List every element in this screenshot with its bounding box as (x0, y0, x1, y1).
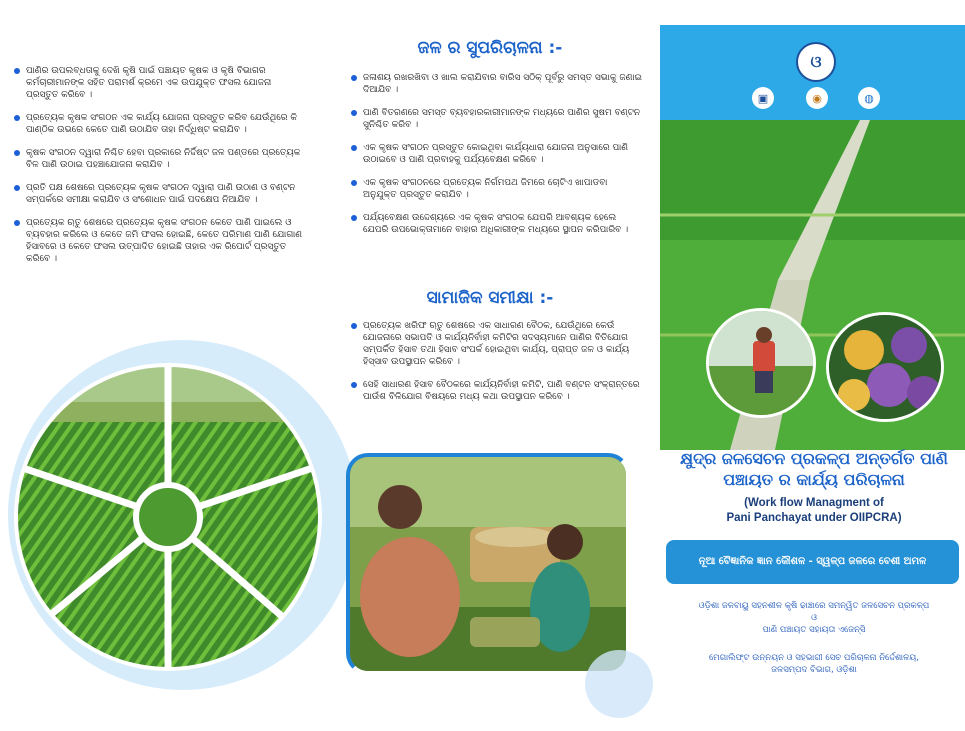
bullet-dot (351, 382, 357, 388)
list-item: ପାଣିର ଉପଲବ୍ଧତାକୁ ଦେଖି କୃଷି ପାଇଁ ପଞ୍ଚାୟତ କୃଷକ ଓ କୃଷି ବିଭାଗର କର୍ମଚାରୀମାନଙ୍କ ସହିତ ପରାମର୍ଶ କ୍ରମେ ଏକ ଉପଯୁକ୍ତ ଫସଲ ଯୋଜନା ପ୍ରସ୍ତୁତ କରିବେ । (6, 65, 306, 101)
org-line: ଜଳସମ୍ପଦ ବିଭାଗ, ଓଡ଼ିଶା (771, 665, 857, 675)
title-en-line2: Pani Panchayat under OIIPCRA) (726, 512, 902, 524)
bullet-dot (351, 75, 357, 81)
water-management-list (343, 72, 643, 247)
brochure-title-english (668, 496, 960, 526)
org-line: ପାଣି ପଞ୍ଚାୟତ ସହାୟତା ଏଜେନ୍ସି (762, 625, 866, 635)
list-item: କୃଷକ ସଂଗଠନ ଦ୍ୱାରା ନିଶ୍ଚିତ ହେବା ପ୍ରକାରେ ନିର୍ଦ୍ଦିଷ୍ଟ ଜଳ ପଣ୍ଡରେ ପ୍ରତ୍ୟେକ ବିଳ ପାଣି ଉଠାଇ ପହଞ୍ଚାଯୋଜନା କରାଯିବ । (6, 147, 306, 171)
org-line: ଓ (811, 613, 817, 623)
odisha-emblem-icon: ଓ (796, 42, 836, 82)
heading-water-management: ଜଳ ର ସୁପରିଚାଳନା :- (417, 38, 563, 58)
women-photo-illustration (350, 457, 630, 675)
project-logo-icon: ▣ (752, 87, 774, 109)
list-item: ଜଳାଶୟ ରଖରଖିବା ଓ ଖାଲ କରାଯିବାର ବାରିସ ସଠିକ୍ ପୂର୍ବରୁ ସମସ୍ତ ସଭାକୁ ଜଣାଇ ଦିଆଯିବ । (343, 72, 643, 96)
list-item: ପ୍ରତି ପକ୍ଷ ଶେଷରେ ପ୍ରତ୍ୟେକ କୃଷକ ସଂଗଠନ ଦ୍ୱାରା ପାଣି ଉଠାଣ ଓ ବଣ୍ଟନ ସମ୍ପର୍କରେ ସମୀକ୍ଷା କରାଯିବ ଓ ସଂଶୋଧନ ପାଇଁ ପଦକ୍ଷେପ ନିଆଯିବ । (6, 182, 306, 206)
field-wheel-svg (0, 332, 360, 692)
bullet-dot (351, 215, 357, 221)
list-item: ପ୍ରତ୍ୟେକ ଋତୁ ଶେଷରେ ପ୍ରତ୍ୟେକ କୃଷକ ସଂଗଠନ କେତେ ପାଣି ପାଇଲେ ଓ ବ୍ୟବହାର କରିଲେ ଓ କେତେ ଜମି ଫସଲ ହୋଇଛି, କେତେ ପରିମାଣ ପାଣି ଯୋଗାଣ ହିସାବରେ ଓ କେତେ ଫସଲ ଉତ୍ପାଦିତ ହୋଇଛି ତାହାର ଏକ ରିପୋର୍ଟ ପ୍ରସ୍ତୁତ କରିବେ । (6, 217, 306, 265)
women-sorting-produce-photo (346, 453, 630, 675)
list-item: ପ୍ରତ୍ୟେକ ଖରିଫ ଋତୁ ଶେଷରେ ଏକ ସାଧାରଣ ବୈଠକ, ଯେଉଁଥିରେ କେଉଁ ଯୋଜନାରେ ସଭାପତି ଓ କାର୍ଯ୍ୟନିର୍ବାହୀ କମିଟିର ସଦସ୍ୟମାନେ ପାଣିର ବିତିଯୋଗ ସମ୍ପର୍କିତ ହିସାବ ତଥା ହିସାବ ସଂପର୍କ ହୋଇଥିବା କାର୍ଯ୍ୟ, ପ୍ରାପ୍ତ ଜଳ ଓ କାର୍ଯ୍ୟ ହିସ୍ସାବ ଉପସ୍ଥାପନ କରିବେ । (343, 320, 643, 368)
bullet-dot (14, 185, 20, 191)
bullet-dot (14, 150, 20, 156)
cauliflower-photo (826, 312, 944, 422)
list-item: ପର୍ଯ୍ୟବେକ୍ଷଣ ଉଦ୍ଦେଶ୍ୟରେ ଏକ କୃଷକ ସଂଗଠକ ଯେପରି ଆବଶ୍ୟକ ହେଲେ ଯେପରି ଉପଭୋକ୍ତାମାନେ ବାହାର ଅଧିକାରୀଙ୍କ ମଧ୍ୟରେ ସ୍ଥାପନ କରିପାରିବ । (343, 212, 643, 236)
heading-social-audit: ସାମାଜିକ ସମୀକ୍ଷା :- (426, 288, 554, 308)
title-en-line1: (Work flow Managment of (744, 497, 884, 509)
bullet-dot (351, 180, 357, 186)
org-line: ମେଗାଲିଫ୍ଟ ଉନ୍ନୟନ ଓ ସହଭାଗୀ ସେଚ ପରିଚାଳନା ନିର୍ଦ୍ଦେଶାଳୟ, (709, 653, 919, 663)
bullet-dot (14, 115, 20, 121)
bullet-dot (14, 220, 20, 226)
bullet-dot (351, 145, 357, 151)
list-item: ଏକ କୃଷକ ସଂଗଠନରେ ପ୍ରତ୍ୟେକ ନିର୍ଗମପଥ ଜିମରେ ଚୋଟିଏ ଖାପାଡବା ଅନୁଯୁକ୍ତ ପ୍ରସ୍ତୁତ କରାଯିବ । (343, 177, 643, 201)
globe-logo-icon: ◍ (858, 87, 880, 109)
farmer-photo (706, 308, 816, 418)
bullet-dot (351, 323, 357, 329)
left-bullet-list (6, 65, 306, 276)
list-item: ପାଣି ବିତରଣରେ ସମସ୍ତ ବ୍ୟବହାରକାରୀମାନଙ୍କ ମଧ୍ୟରେ ପାଣିର ସୁଷମ ବଣ୍ଟନ ସୁନିଶ୍ଚିତ କରିବ । (343, 107, 643, 131)
brochure-title-odia: କ୍ଷୁଦ୍ର ଜଳସେଚନ ପ୍ରକଳ୍ପ ଅନ୍ତର୍ଗତ ପାଣି ପଞ୍ଚାୟତ ର କାର୍ଯ୍ୟ ପରିଚାଳନା (680, 449, 948, 489)
department-block (668, 652, 960, 676)
list-item: ପ୍ରତ୍ୟେକ କୃଷକ ସଂଗଠନ ଏକ କାର୍ଯ୍ୟ ଯୋଜନା ପ୍ରସ୍ତୁତ କରିବ ଯେଉଁଥିରେ କି ପାଣ୍ଠିକ ଉଭରେ କେତେ ପାଣି ଉଠାଯିବ ତାହା ନିର୍ଦ୍ଧିଷ୍ଟ କରାଯିବ । (6, 112, 306, 136)
social-audit-list (343, 320, 643, 414)
org-line: ଓଡ଼ିଶା ଜଳବାୟୁ ସହନଶୀଳ କୃଷି ଢାଞ୍ଚାରେ ସମନ୍ୱିତ ଜଳସେଚନ ପ୍ରକଳ୍ପ (698, 601, 930, 611)
slogan-banner: ନୂଆ ବୈଜ୍ଞାନିକ ଜ୍ଞାନ କୌଶଳ - ସ୍ୱଳ୍ପ ଜଳରେ ବେଶୀ ଅମଳ (666, 540, 959, 584)
organization-block (668, 600, 960, 636)
decor-bubble (585, 650, 653, 718)
agency-logo-icon: ◉ (806, 87, 828, 109)
bullet-dot (351, 110, 357, 116)
list-item: ଏକ କୃଷକ ସଂଗଠନ ପ୍ରସ୍ତୁତ କୋଇଥିବା କାର୍ଯ୍ୟଧାରା ଯୋଜନା ଅନୁସାରେ ପାଣି ଉଠାଇବେ ଓ ପାଣି ପ୍ରବାହକୁ ପର୍ଯ୍ୟବେକ୍ଷଣ କରିବେ । (343, 142, 643, 166)
bullet-dot (14, 68, 20, 74)
list-item: ସେହି ସାଧାରଣ ହିସାବ ବୈଠକରେ କାର୍ଯ୍ୟନିର୍ବାହୀ କମିଟି, ପାଣି ବଣ୍ଟନ ସଂକ୍ରାନ୍ତରେ ପାଉଁଶ ବିଳିଯୋଗ ବିଷୟରେ ମଧ୍ୟ କଥା ଉପସ୍ଥାପନ କରିବେ । (343, 379, 643, 403)
